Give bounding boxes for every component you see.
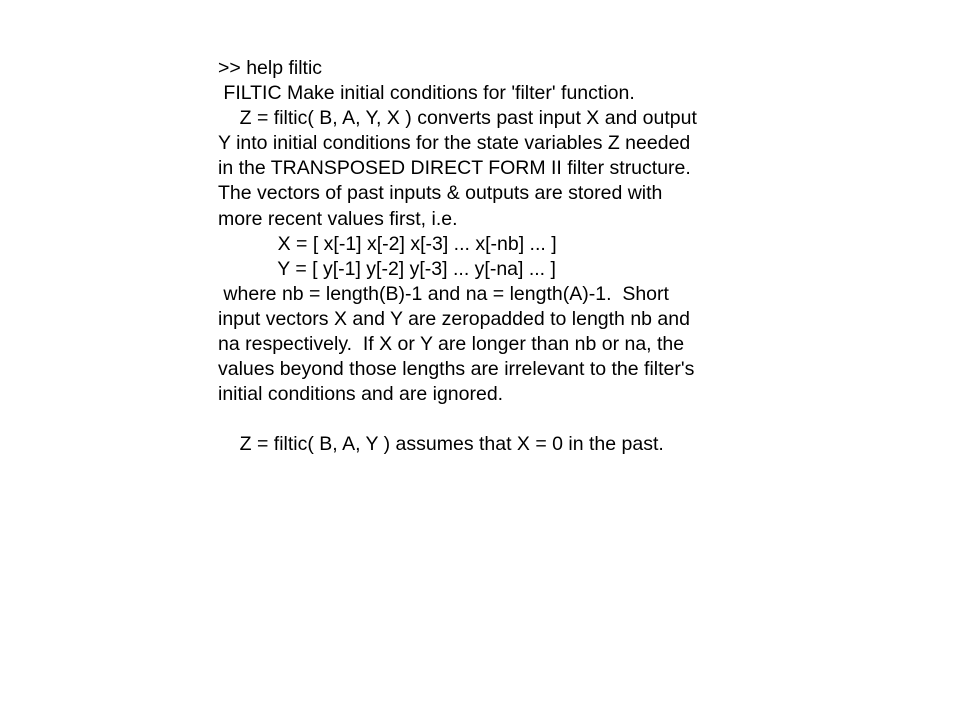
- help-text-line: na respectively. If X or Y are longer than nb or na, the: [218, 333, 685, 356]
- help-text-block: [218, 56, 918, 458]
- help-text-line: initial conditions and are ignored.: [218, 383, 504, 406]
- help-text-line: The vectors of past inputs & outputs are stored with: [218, 182, 663, 205]
- help-text-line: Y into initial conditions for the state variables Z needed: [218, 132, 691, 155]
- help-text-line: input vectors X and Y are zeropadded to length nb and: [218, 307, 690, 330]
- blank-line: [218, 407, 918, 432]
- command-prompt-line: >> help filtic: [218, 57, 323, 79]
- help-text-line: where nb = length(B)-1 and na = length(A)-1. Short: [218, 282, 669, 305]
- help-text-line: values beyond those lengths are irrelevant to the filter's: [218, 358, 695, 381]
- help-text-line: Z = filtic( B, A, Y ) assumes that X = 0 in the past.: [218, 433, 664, 456]
- help-formula-line: X = [ x[-1] x[-2] x[-3] ... x[-nb] ... ]: [218, 232, 557, 255]
- help-heading-line: FILTIC Make initial conditions for 'filter' function.: [218, 82, 635, 105]
- help-text-line: Z = filtic( B, A, Y, X ) converts past input X and output: [218, 107, 697, 130]
- help-text-line: more recent values first, i.e.: [218, 207, 458, 230]
- help-text-line: in the TRANSPOSED DIRECT FORM II filter structure.: [218, 157, 691, 180]
- help-formula-line: Y = [ y[-1] y[-2] y[-3] ... y[-na] ... ]: [218, 257, 556, 280]
